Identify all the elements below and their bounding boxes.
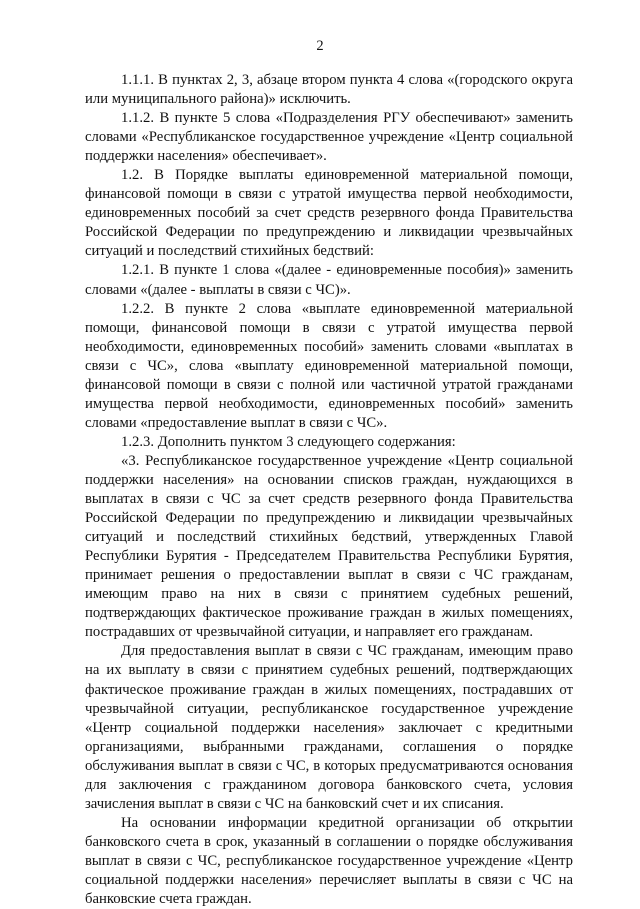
document-body [85,71,573,909]
paragraph-bank-transfer: На основании информации кредитной организации об открытии банковского счета в срок, указанный в соглашении о порядке обслуживания выплат в связи с ЧС, республиканское государственное учреждение «Центр социальной поддержки населения» перечисляет выплаты в связи с ЧС на банковские счета граждан. [85,814,573,908]
paragraph-1-2: 1.2. В Порядке выплаты единовременной материальной помощи, финансовой помощи в связи с утратой имущества первой необходимости, единовременных пособий за счет средств резервного фонда Правительства Российской Федерации по предупреждению и ликвидации чрезвычайных ситуаций и последствий стихийных бедствий: [85,167,573,260]
paragraph-1-1-1: 1.1.1. В пунктах 2, 3, абзаце втором пункта 4 слова «(городского округа или муниципального района)» исключить. [85,72,573,108]
paragraph-1-2-3: 1.2.3. Дополнить пунктом 3 следующего содержания: [121,433,456,450]
page-number: 2 [316,38,324,54]
paragraph-payment-provision: Для предоставления выплат в связи с ЧС гражданам, имеющим право на их выплату в связи с принятием судебных решений, подтверждающих фактическое проживание граждан в жилых помещениях, пострадавших от чрезвычайной ситуации, республиканское государственное учреждение «Центр социальной поддержки населения» заключает с кредитными организациями, выбранными гражданами, соглашения о порядке обслуживания выплат в связи с ЧС, в которых предусматриваются основания для заключения с гражданином договора банковского счета, условия зачисления выплат в связи с ЧС на банковский счет и их списания. [85,643,573,812]
paragraph-1-1-2: 1.1.2. В пункте 5 слова «Подразделения РГУ обеспечивают» заменить словами «Республиканское государственное учреждение «Центр социальной поддержки населения» обеспечивает». [85,110,573,165]
paragraph-point-3: «3. Республиканское государственное учреждение «Центр социальной поддержки населения» на основании списков граждан, нуждающихся в выплатах в связи с ЧС за счет средств резервного фонда Правительства Российской Федерации по предупреждению и ликвидации чрезвычайных ситуаций и последствий стихийных бедствий, утвержденных Главой Республики Бурятия - Председателем Правительства Республики Бурятия, принимает решения о предоставлении выплат в связи с ЧС гражданам, имеющим право на них в связи с принятием судебных решений, подтверждающих фактическое проживание граждан в жилых помещениях, пострадавших от чрезвычайной ситуации, и направляет его гражданам. [85,452,573,641]
paragraph-1-2-1: 1.2.1. В пункте 1 слова «(далее - единовременные пособия)» заменить словами «(далее - выплаты в связи с ЧС)». [85,262,573,298]
paragraph-1-2-2: 1.2.2. В пункте 2 слова «выплате единовременной материальной помощи, финансовой помощи в связи с утратой имущества первой необходимости, единовременных пособий» заменить словами «выплатах в связи с ЧС», слова «выплату единовременной материальной помощи, финансовой помощи в связи с полной или частичной утратой гражданами имущества первой необходимости, единовременных пособий» заменить словами «предоставление выплат в связи с ЧС». [85,300,573,431]
